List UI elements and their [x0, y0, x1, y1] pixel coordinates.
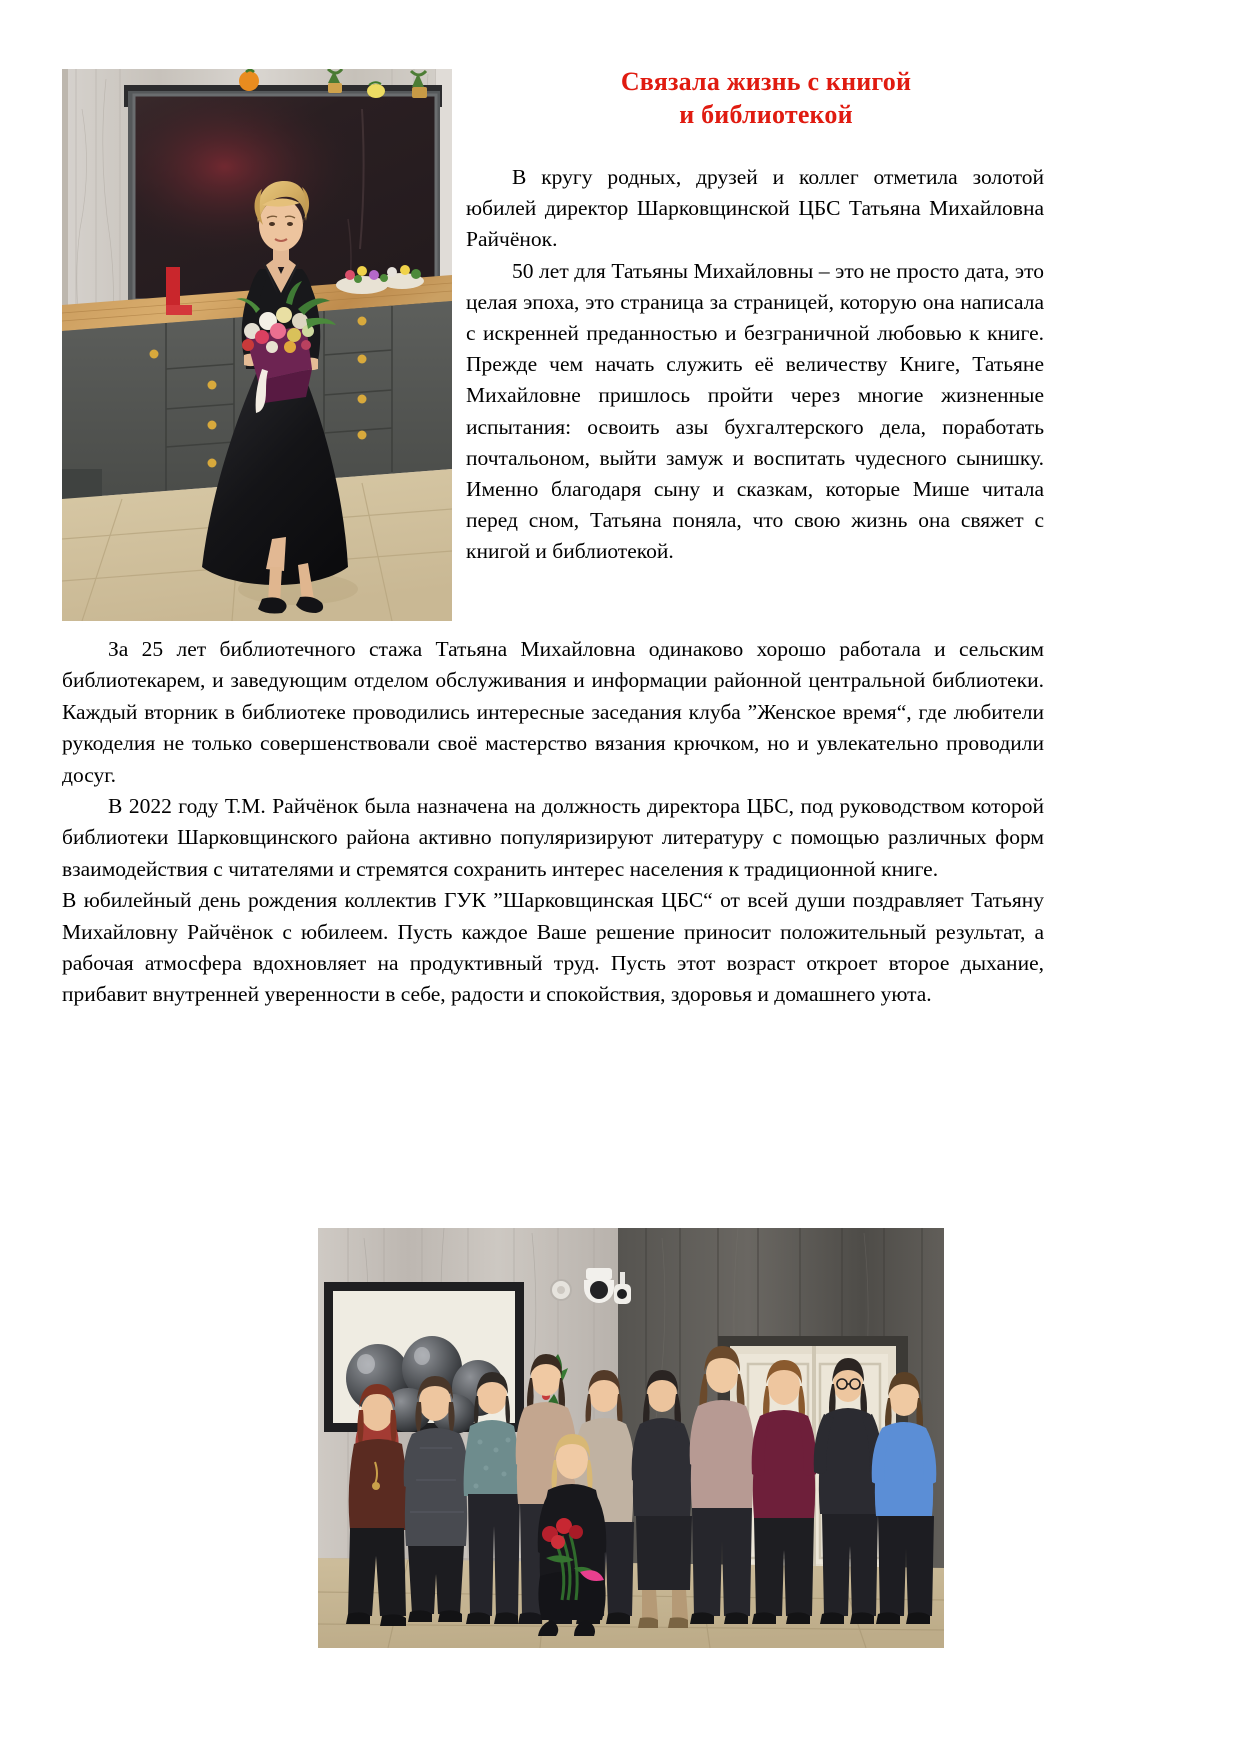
paragraph-5: В юбилейный день рождения коллектив ГУК ”Шарковщинская ЦБС“ от всей души поздравляет Татьяну Михайловну Райчёнок с юбилеем. Пусть каждое Ваше решение приносит положительный результат, а рабочая атмосфера вдохновляет на продуктивный труд. Пусть этот возраст откроет второе дыхание, прибавит внутренней уверенности в себе, радости и спокойствия, здоровья и домашнего уюта. — [62, 888, 1044, 1007]
body-text-block — [62, 634, 1044, 1011]
bottom-photo — [318, 1228, 944, 1648]
security-camera-dome — [584, 1268, 614, 1303]
paragraph-2: 50 лет для Татьяны Михайловны – это не просто дата, это целая эпоха, это страница за страницей, которую она написала с искренней преданностью и безграничной любовью к книге. Прежде чем начать служить её величеству Книге, Татьяне Михайловне пришлось пройти через многие жизненные испытания: освоить азы бухгалтерского дела, поработать почтальоном, выйти замуж и воспитать чудесного сынишку. Именно благодаря сыну и сказкам, которые Мише читала перед сном, Татьяна поняла, что свою жизнь она свяжет с книгой и библиотекой. — [466, 258, 1044, 564]
paragraph-4: В 2022 году Т.М. Райчёнок была назначена на должность директора ЦБС, под руководством которой библиотеки Шарковщинского района активно популяризируют литературу с помощью различных форм взаимодействия с читателями и стремятся сохранить интерес населения к традиционной книге. — [62, 794, 1044, 881]
paragraph-3: За 25 лет библиотечного стажа Татьяна Михайловна одинаково хорошо работала и сельским библиотекарем, и заведующим отделом обслуживания и информации районной центральной библиотеки. Каждый вторник в библиотеке проводились интересные заседания клуба ”Женское время“, где любители рукоделия не только совершенствовали своё мастерство вязания крючком, но и увлекательно проводили досуг. — [62, 637, 1044, 787]
article-title — [466, 66, 1066, 131]
portrait-photo-graphic — [62, 69, 452, 621]
right-column-text — [466, 162, 1044, 568]
article-title-line-2: и библиотекой — [679, 99, 853, 129]
group-photo-graphic — [318, 1228, 944, 1648]
top-photo — [62, 69, 452, 621]
paragraph-1: В кругу родных, друзей и коллег отметила золотой юбилей директор Шарковщинской ЦБС Татьяна Михайловна Райчёнок. — [466, 165, 1044, 252]
article-title-line-1: Связала жизнь с книгой — [620, 67, 912, 96]
